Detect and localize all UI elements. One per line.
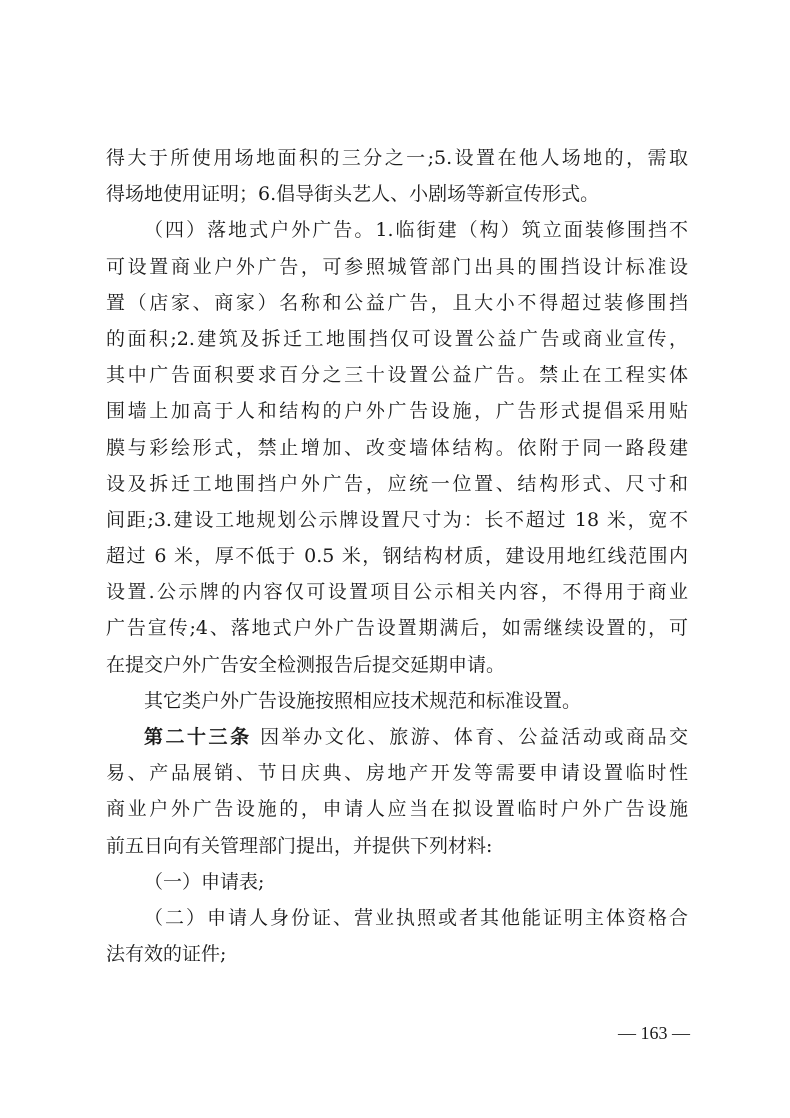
text-line: 膜与彩绘形式，禁止增加、改变墙体结构。依附于同一路段建 — [106, 436, 688, 459]
text-line: 得大于所使用场地面积的三分之一;5.设置在他人场地的，需取 — [106, 147, 688, 169]
list-item: （二）申请人身份证、营业执照或者其他能证明主体资格合 — [144, 906, 688, 929]
text-line: 广告宣传;4、落地式户外广告设置期满后，如需继续设置的，可 — [106, 617, 688, 640]
text-line: 其它类户外广告设施按照相应技术规范和标准设置。 — [144, 689, 582, 712]
text-line: 得场地使用证明；6.倡导街头艺人、小剧场等新宣传形式。 — [106, 183, 600, 206]
article-first-line — [106, 719, 688, 755]
list-item: （一）申请表; — [144, 870, 265, 893]
text-line: 间距;3.建设工地规划公示牌设置尺寸为：长不超过 18 米，宽不 — [106, 508, 688, 531]
text-line: 易、产品展销、节日庆典、房地产开发等需要申请设置临时性 — [106, 762, 688, 785]
text-line: 设置.公示牌的内容仅可设置项目公示相关内容，不得用于商业 — [106, 581, 688, 604]
text-line: （四）落地式户外广告。1.临街建（构）筑立面装修围挡不 — [144, 219, 688, 242]
text-line: 置（店家、商家）名称和公益广告，且大小不得超过装修围挡 — [106, 291, 688, 314]
text-line: 超过 6 米，厚不低于 0.5 米，钢结构材质，建设用地红线范围内 — [106, 545, 688, 568]
article-text: 因举办文化、旅游、体育、公益活动或商品交 — [260, 726, 688, 748]
text-line: 其中广告面积要求百分之三十设置公益广告。禁止在工程实体 — [106, 364, 688, 387]
text-line: 在提交户外广告安全检测报告后提交延期申请。 — [106, 653, 506, 676]
text-line: 前五日向有关管理部门提出，并提供下列材料: — [106, 834, 493, 857]
text-line: 商业户外广告设施的，申请人应当在拟设置临时户外广告设施 — [106, 798, 688, 821]
list-item-continuation: 法有效的证件; — [106, 943, 227, 966]
body-text — [106, 140, 688, 972]
text-line: 的面积;2.建筑及拆迁工地围挡仅可设置公益广告或商业宣传， — [106, 327, 688, 350]
text-line: 设及拆迁工地围挡户外广告，应统一位置、结构形式、尺寸和 — [106, 472, 688, 495]
text-line: 围墙上加高于人和结构的户外广告设施，广告形式提倡采用贴 — [106, 400, 688, 423]
text-line: 可设置商业户外广告，可参照城管部门出具的围挡设计标准设 — [106, 255, 688, 278]
page-number: — 163 — — [618, 1023, 690, 1043]
article-label: 第二十三条 — [144, 726, 252, 748]
